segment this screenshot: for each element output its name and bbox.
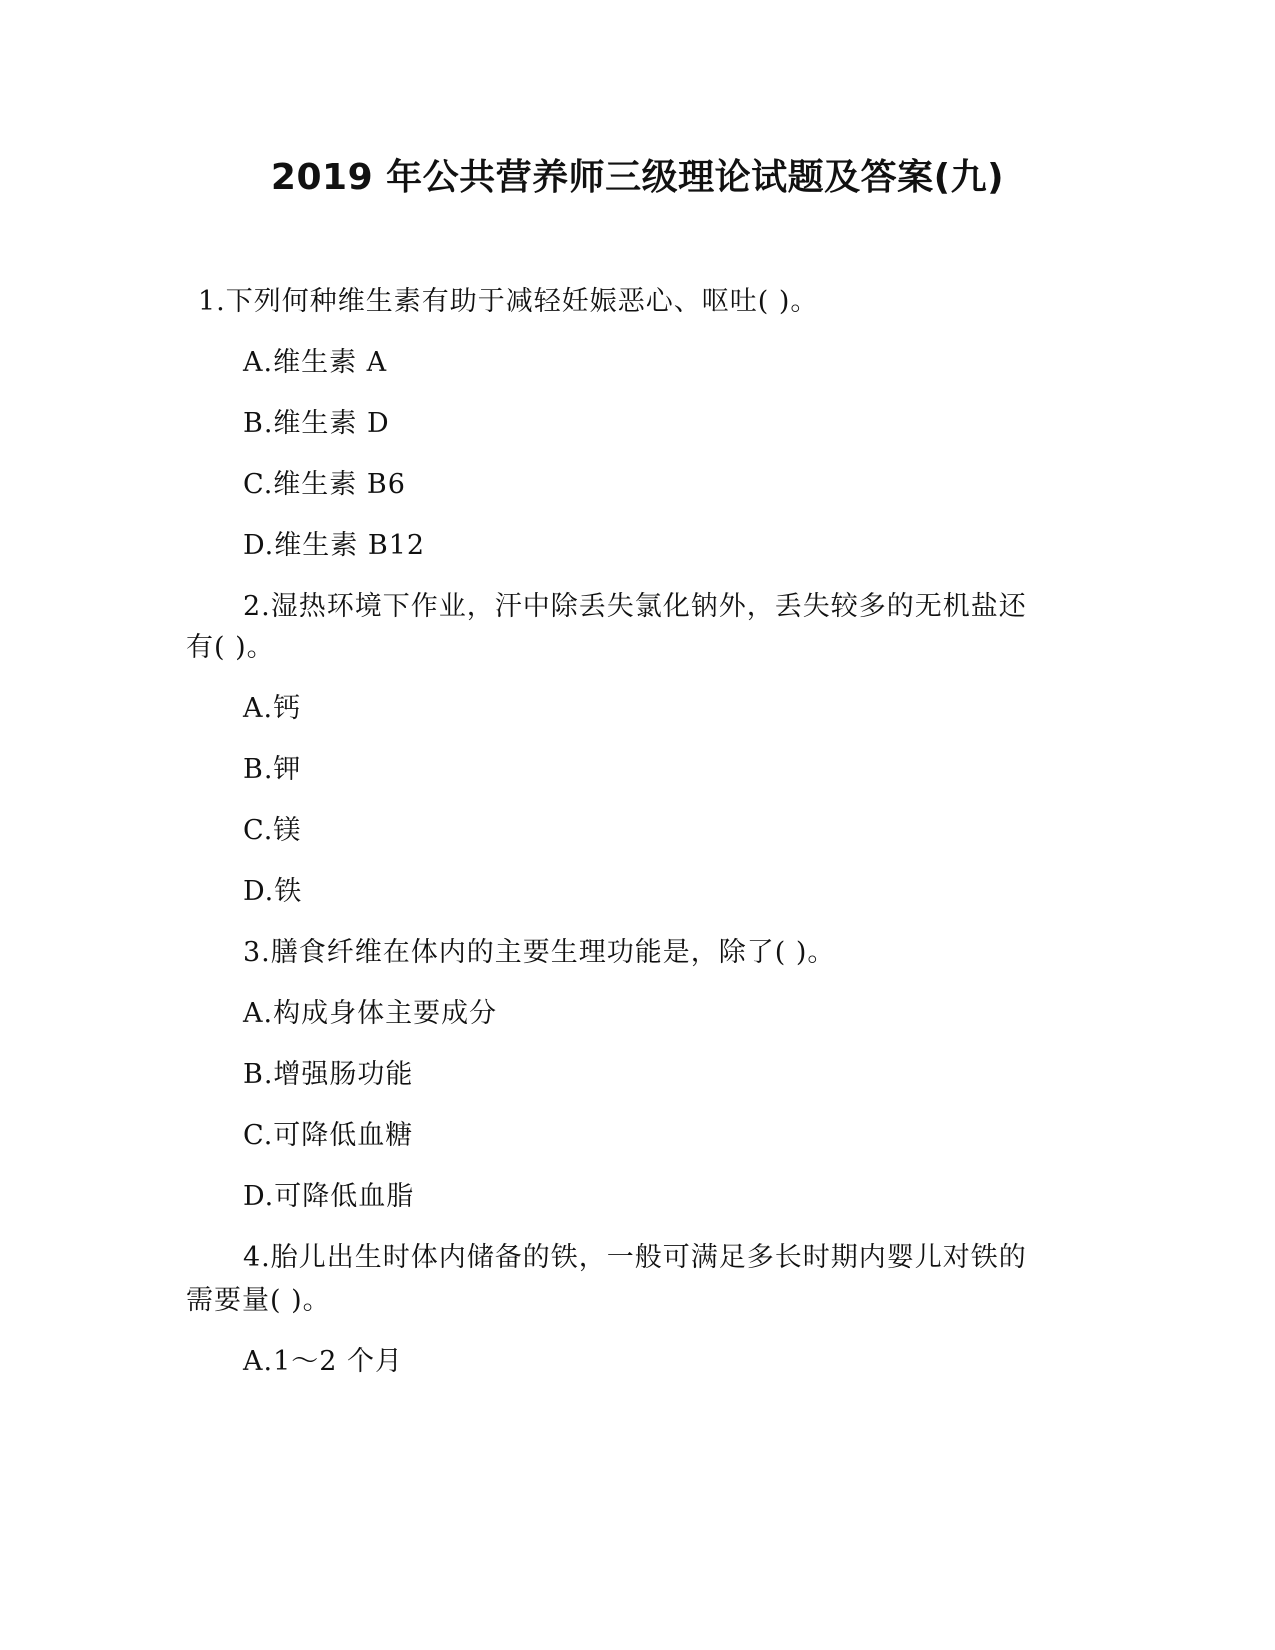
question-3-option-d: D.可降低血脂 [243, 1181, 415, 1212]
question-2-text-line-2: 有( )。 [186, 632, 275, 663]
question-2-option-c: C.镁 [243, 815, 302, 846]
question-1-option-a: A.维生素 A [243, 347, 388, 378]
question-4-text-line-2: 需要量( )。 [186, 1285, 331, 1316]
question-4-option-a: A.1～2 个月 [243, 1346, 404, 1377]
question-1-text: 1.下列何种维生素有助于减轻妊娠恶心、呕吐( )。 [198, 286, 819, 317]
question-3-option-a: A.构成身体主要成分 [243, 998, 498, 1029]
question-1-option-d: D.维生素 B12 [243, 530, 426, 561]
question-3-option-b: B.增强肠功能 [243, 1059, 414, 1090]
question-1-option-c: C.维生素 B6 [243, 469, 406, 500]
question-2-option-a: A.钙 [243, 693, 302, 724]
question-4-text-line-1: 4.胎儿出生时体内储备的铁，一般可满足多长时期内婴儿对铁的 [243, 1242, 1027, 1273]
question-2-option-b: B.钾 [243, 754, 302, 785]
question-1-option-b: B.维生素 D [243, 408, 390, 439]
question-3-text: 3.膳食纤维在体内的主要生理功能是，除了( )。 [243, 937, 836, 968]
question-2-option-d: D.铁 [243, 876, 303, 907]
document-title: 2019 年公共营养师三级理论试题及答案(九) [270, 157, 1005, 198]
question-3-option-c: C.可降低血糖 [243, 1120, 414, 1151]
question-2-text-line-1: 2.湿热环境下作业，汗中除丢失氯化钠外，丢失较多的无机盐还 [243, 591, 1027, 622]
